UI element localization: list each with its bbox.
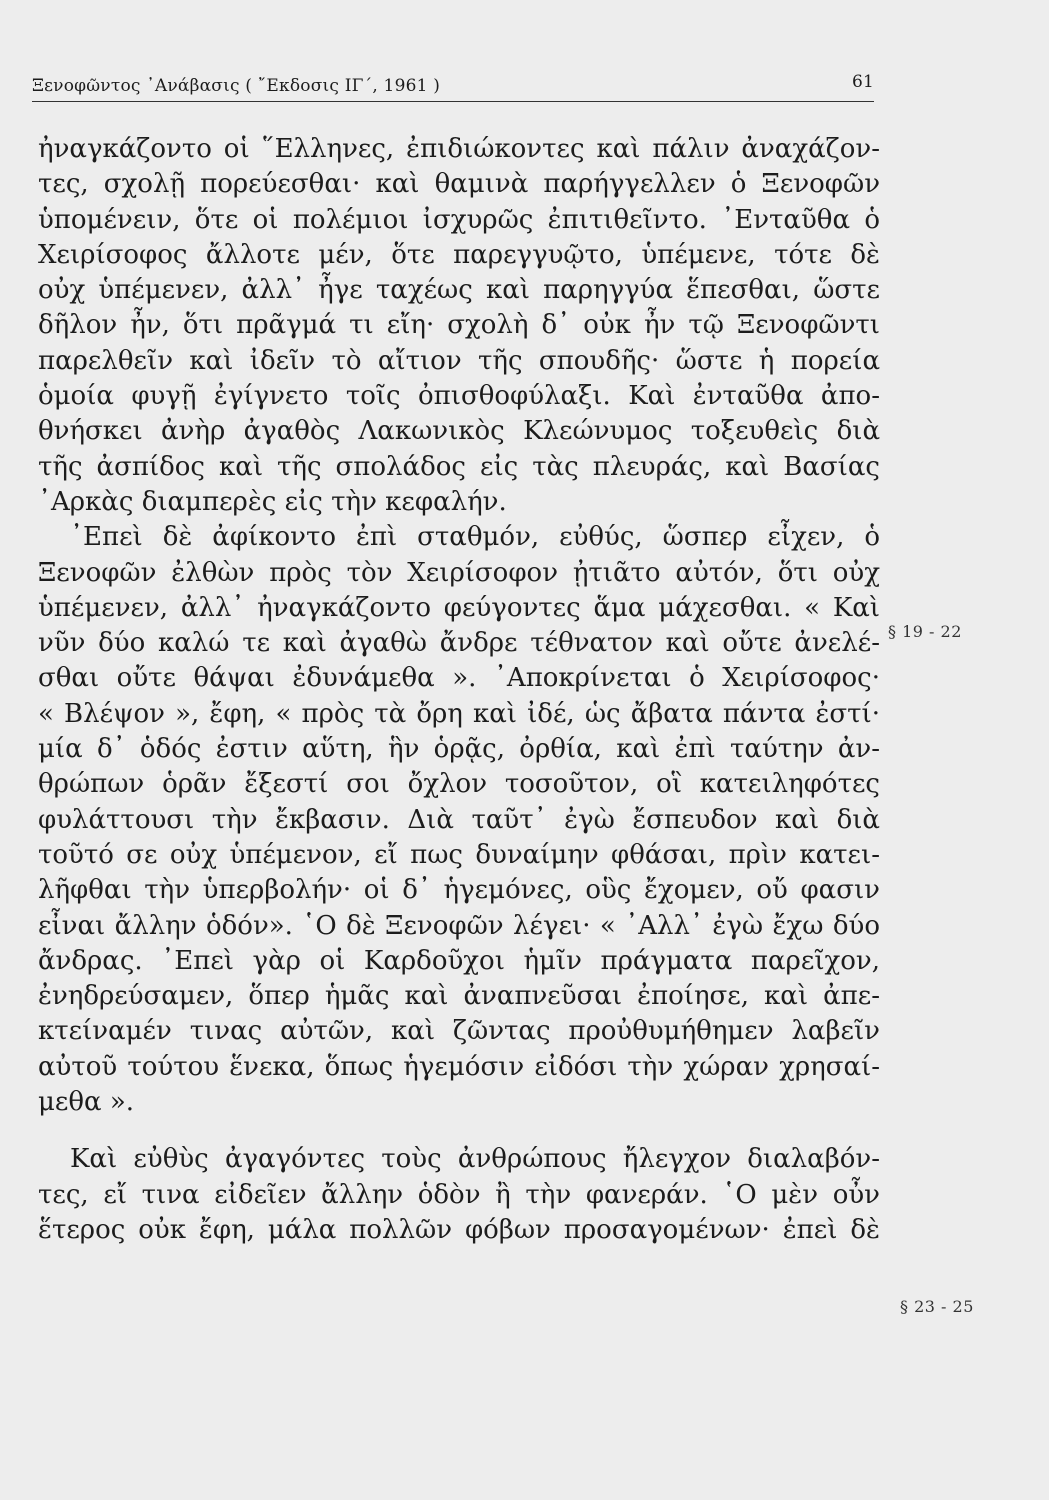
running-title: Ξενοφῶντος ᾿Ανάβασις ( ῎Εκδοσις ΙΓ΄, 1961 ) [32, 76, 441, 96]
text-line: δῆλον ἦν, ὅτι πρᾶγμά τι εἴη· σχολὴ δ᾿ οὐκ ἦν τῷ Ξενοφῶντι [38, 310, 880, 341]
text-line: τες, εἴ τινα εἰδεῖεν ἄλλην ὁδὸν ἢ τὴν φανεράν. ῾Ο μὲν οὖν [38, 1179, 880, 1210]
paragraph-gap [38, 1120, 880, 1142]
body-text [38, 132, 880, 1248]
text-line: ἄνδρας. ᾿Επεὶ γὰρ οἱ Καρδοῦχοι ἡμῖν πράγματα παρεῖχον, [38, 945, 880, 976]
text-line: ἠναγκάζοντο οἱ ῞Ελληνες, ἐπιδιώκοντες καὶ πάλιν ἀναχάζον- [38, 134, 880, 164]
text-line: αὐτοῦ τούτου ἕνεκα, ὅπως ἡγεμόσιν εἰδόσι τὴν χώραν χρησαί- [38, 1051, 880, 1082]
text-line: μία δ᾿ ὁδός ἐστιν αὕτη, ἣν ὁρᾷς, ὀρθία, καὶ ἐπὶ ταύτην ἀν- [38, 734, 880, 765]
text-line: θνήσκει ἀνὴρ ἀγαθὸς Λακωνικὸς Κλεώνυμος τοξευθεὶς διὰ [38, 416, 880, 447]
text-line: νῦν δύο καλώ τε καὶ ἀγαθὼ ἄνδρε τέθνατον καὶ οὔτε ἀνελέ- [38, 628, 880, 659]
text-line: ἕτερος οὐκ ἔφη, μάλα πολλῶν φόβων προσαγομένων· ἐπεὶ δὲ [38, 1214, 880, 1245]
text-line: παρελθεῖν καὶ ἰδεῖν τὸ αἴτιον τῆς σπουδῆς· ὥστε ἡ πορεία [38, 345, 880, 376]
running-header [32, 72, 874, 102]
text-line: ὑπομένειν, ὅτε οἱ πολέμιοι ἰσχυρῶς ἐπιτιθεῖντο. ᾿Ενταῦθα ὁ [38, 204, 880, 235]
text-line: ὑπέμενεν, ἀλλ᾿ ἠναγκάζοντο φεύγοντες ἅμα μάχεσθαι. « Καὶ [38, 592, 880, 623]
paragraph-start-line: Καὶ εὐθὺς ἀγαγόντες τοὺς ἀνθρώπους ἤλεγχον διαλαβόν- [70, 1144, 880, 1175]
paragraph-start-line: ᾿Επεὶ δὲ ἀφίκοντο ἐπὶ σταθμόν, εὐθύς, ὥσπερ εἶχεν, ὁ [70, 522, 880, 553]
text-line: ἐνηδρεύσαμεν, ὅπερ ἡμᾶς καὶ ἀναπνεῦσαι ἐποίησε, καὶ ἀπε- [38, 981, 880, 1012]
text-line: σθαι οὔτε θάψαι ἐδυνάμεθα ». ᾿Αποκρίνεται ὁ Χειρίσοφος· [38, 663, 880, 694]
text-line: ὁμοία φυγῇ ἐγίγνετο τοῖς ὀπισθοφύλαξι. Καὶ ἐνταῦθα ἀπο- [38, 381, 880, 412]
text-line: τοῦτό σε οὐχ ὑπέμενον, εἴ πως δυναίμην φθάσαι, πρὶν κατει- [38, 839, 880, 870]
text-line: οὐχ ὑπέμενεν, ἀλλ᾿ ἦγε ταχέως καὶ παρηγγύα ἕπεσθαι, ὥστε [38, 275, 880, 306]
text-line: λῆφθαι τὴν ὑπερβολήν· οἱ δ᾿ ἡγεμόνες, οὓς ἔχομεν, οὔ φασιν [38, 875, 880, 906]
text-line: τῆς ἀσπίδος καὶ τῆς σπολάδος εἰς τὰς πλευράς, καὶ Βασίας [38, 451, 880, 482]
text-line: φυλάττουσι τὴν ἔκβασιν. Διὰ ταῦτ᾿ ἐγὼ ἔσπευδον καὶ διὰ [38, 804, 880, 835]
text-line: κτείναμέν τινας αὐτῶν, καὶ ζῶντας προὐθυμήθημεν λαβεῖν [38, 1016, 880, 1047]
text-line: εἶναι ἄλλην ὁδόν». ῾Ο δὲ Ξενοφῶν λέγει· « ᾿Αλλ᾿ ἐγὼ ἔχω δύο [38, 910, 880, 941]
text-line: ᾿Αρκὰς διαμπερὲς εἰς τὴν κεφαλήν. [38, 486, 507, 517]
text-line: μεθα ». [38, 1087, 135, 1118]
text-line: Ξενοφῶν ἐλθὼν πρὸς τὸν Χειρίσοφον ᾐτιᾶτο αὐτόν, ὅτι οὐχ [38, 557, 880, 588]
text-line: « Βλέψον », ἔφη, « πρὸς τὰ ὄρη καὶ ἰδέ, ὡς ἄβατα πάντα ἐστί· [38, 698, 880, 729]
header-rule [32, 101, 874, 102]
margin-note-section: § 19 - 22 [888, 622, 962, 641]
text-line: θρώπων ὁρᾶν ἔξεστί σοι ὄχλον τοσοῦτον, οἳ κατειληφότες [38, 769, 880, 800]
text-line: Χειρίσοφος ἄλλοτε μέν, ὅτε παρεγγυῷτο, ὑπέμενε, τότε δὲ [38, 239, 880, 270]
text-line: τες, σχολῇ πορεύεσθαι· καὶ θαμινὰ παρήγγελλεν ὁ Ξενοφῶν [38, 169, 880, 200]
page-number: 61 [851, 72, 874, 92]
margin-note-section: § 23 - 25 [900, 1297, 974, 1316]
